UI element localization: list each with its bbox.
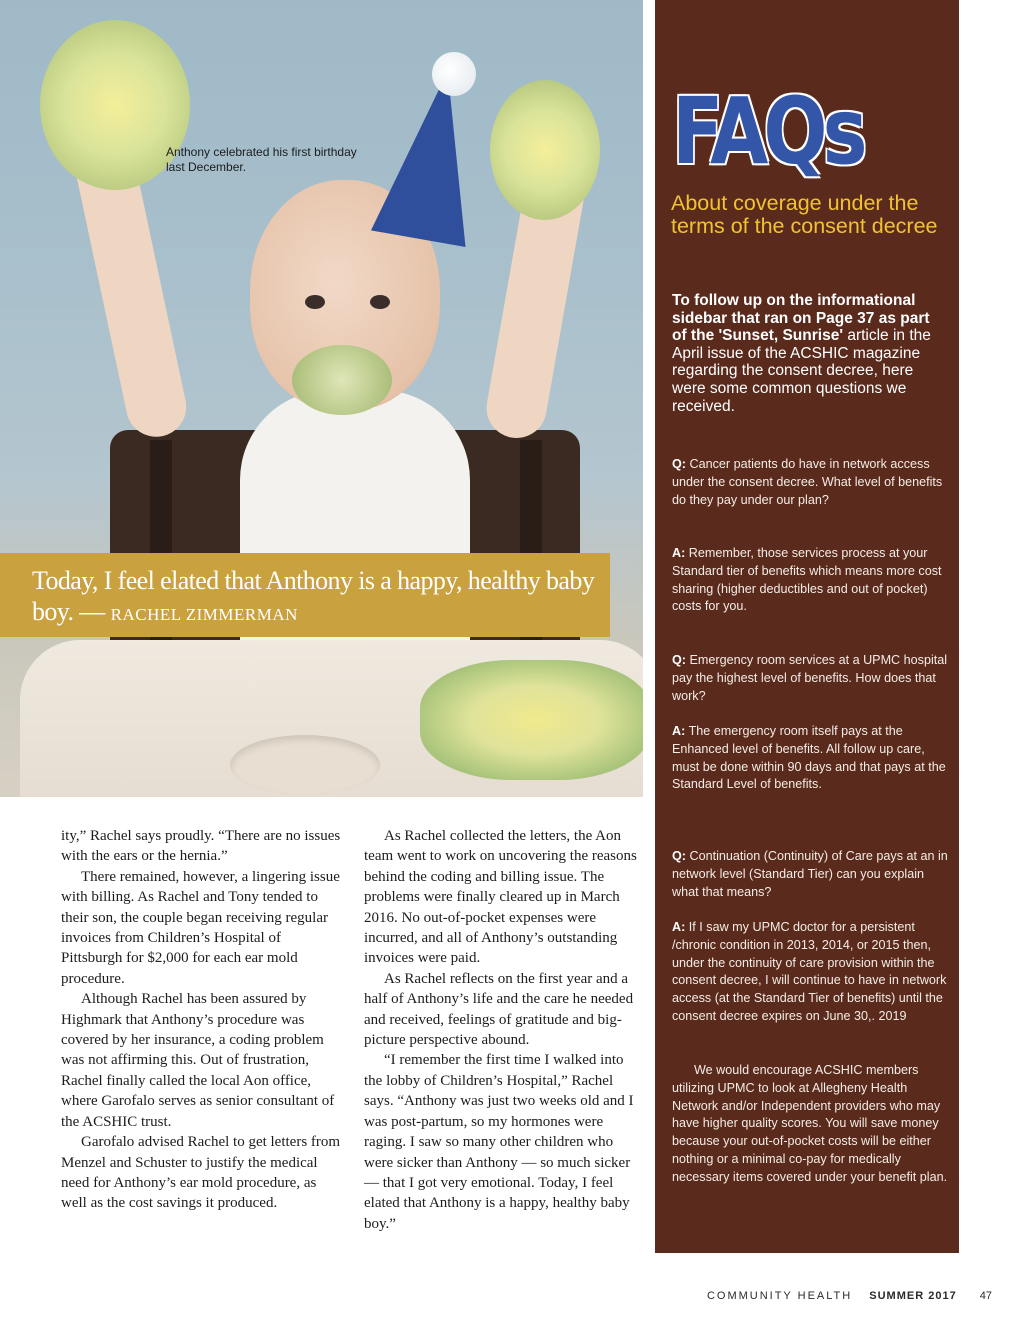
- pull-quote: [32, 565, 602, 630]
- issue-label: SUMMER 2017: [869, 1290, 957, 1302]
- faq-intro: [672, 292, 944, 415]
- cake-on-face: [292, 345, 392, 415]
- a-label: A:: [672, 920, 686, 934]
- faq-intro-rest: article in the April issue of the ACSHIC magazine regarding the consent decree, here were some common questions we received.: [672, 327, 931, 415]
- article-paragraph: Although Rachel has been assured by Highmark that Anthony’s procedure was covered by her insurance, a coding problem was not affirming this. Out of frustration, Rachel finally called the local Aon office, where Garofalo serves as senior consultant of the ACSHIC trust.: [61, 991, 335, 1130]
- a-label: A:: [672, 546, 686, 560]
- faq-intro-bold: To follow up on the informational sidebar that ran on Page 37 as part of the 'Sunset, Sunrise': [672, 292, 930, 345]
- article-paragraph: As Rachel collected the letters, the Aon team went to work on uncovering the reasons behind the coding and billing issue. The problems were finally cleared up in March 2016. No out-of-pocket expenses were incurred, and all of Anthony’s outstanding invoices were paid.: [364, 828, 637, 967]
- faq-title: FAQs: [672, 78, 863, 185]
- q-label: Q:: [672, 457, 686, 471]
- cake-on-tray: [420, 660, 643, 780]
- question-text: Cancer patients do have in network access under the consent decree. What level of benefits do they pay under our plan?: [672, 457, 943, 507]
- page-number: 47: [979, 1290, 992, 1302]
- photo-caption: Anthony celebrated his first birthday last December.: [166, 145, 357, 174]
- q-label: Q:: [672, 653, 686, 667]
- article-column-1: [61, 826, 341, 1214]
- faq-closing: We would encourage ACSHIC members utilizing UPMC to look at Allegheny Health Network and/or Independent providers who may have higher quality scores. You will save money because your out-of-pocket costs will be either nothing or a minimal co-pay for medically necessary items covered under your benefit plan.: [672, 1063, 948, 1184]
- baby-eye: [305, 295, 325, 309]
- page-footer: [707, 1290, 992, 1302]
- a-label: A:: [672, 724, 686, 738]
- question-text: Continuation (Continuity) of Care pays at an in network level (Standard Tier) can you explain what that means?: [672, 849, 948, 899]
- cake-covered-hand-right: [490, 80, 600, 220]
- publication-name: COMMUNITY HEALTH: [706, 1290, 853, 1302]
- baby-eye: [370, 295, 390, 309]
- answer-text: The emergency room itself pays at the Enhanced level of benefits. All follow up care, must be done within 90 days and that pays at the Standard Level of benefits.: [672, 724, 946, 792]
- faq-answer-3: [672, 919, 948, 1026]
- article-paragraph: As Rachel reflects on the first year and a half of Anthony’s life and the care he needed and received, feelings of gratitude and big-picture perspective abound.: [364, 970, 634, 1049]
- baby-birthday-photo: [0, 0, 643, 797]
- article-paragraph: “I remember the first time I walked into the lobby of Children’s Hospital,” Rachel says. “Anthony was just two weeks old and I was post-partum, so my hormones were raging. I saw so many other children who were sicker than Anthony — so much sicker — that I got very emotional. Today, I feel elated that Anthony is a happy, healthy baby boy.”: [364, 1052, 634, 1232]
- faq-question-3: [672, 848, 948, 901]
- article-paragraph: Garofalo advised Rachel to get letters from Menzel and Schuster to justify the medical need for Anthony’s ear mold procedure, as well as the cost savings it produced.: [61, 1134, 341, 1212]
- party-hat: [371, 63, 495, 247]
- faq-question-2: [672, 652, 948, 705]
- pull-quote-text: Today, I feel elated that Anthony is a happy, healthy baby boy. —: [32, 566, 595, 626]
- party-hat-pompom: [432, 52, 476, 96]
- faq-subtitle: About coverage under the terms of the consent decree: [671, 191, 938, 238]
- answer-text: If I saw my UPMC doctor for a persistent /chronic condition in 2013, 2014, or 2015 then, under the continuity of care provision within the consent decree, I will continue to have in network access (at the Standard Tier of benefits) until the consent decree expires on June 30,. 2019: [672, 920, 947, 1023]
- article-column-2: [364, 826, 644, 1234]
- faq-answer-1: [672, 545, 948, 616]
- article-paragraph: ity,” Rachel says proudly. “There are no issues with the ears or the hernia.”: [61, 828, 341, 865]
- tray-bowl: [230, 735, 380, 795]
- faq-question-1: [672, 456, 948, 509]
- answer-text: Remember, those services process at your Standard tier of benefits which means more cost sharing (higher deductibles and out of pocket) costs for you.: [672, 546, 942, 614]
- article-paragraph: There remained, however, a lingering issue with billing. As Rachel and Tony tended to their son, the couple began receiving regular invoices from Children’s Hospital of Pittsburgh for $2,000 for each ear mold procedure.: [61, 868, 340, 987]
- q-label: Q:: [672, 849, 686, 863]
- faq-answer-2: [672, 723, 948, 794]
- question-text: Emergency room services at a UPMC hospital pay the highest level of benefits. How does that work?: [672, 653, 948, 703]
- pull-quote-author: RACHEL ZIMMERMAN: [110, 605, 298, 624]
